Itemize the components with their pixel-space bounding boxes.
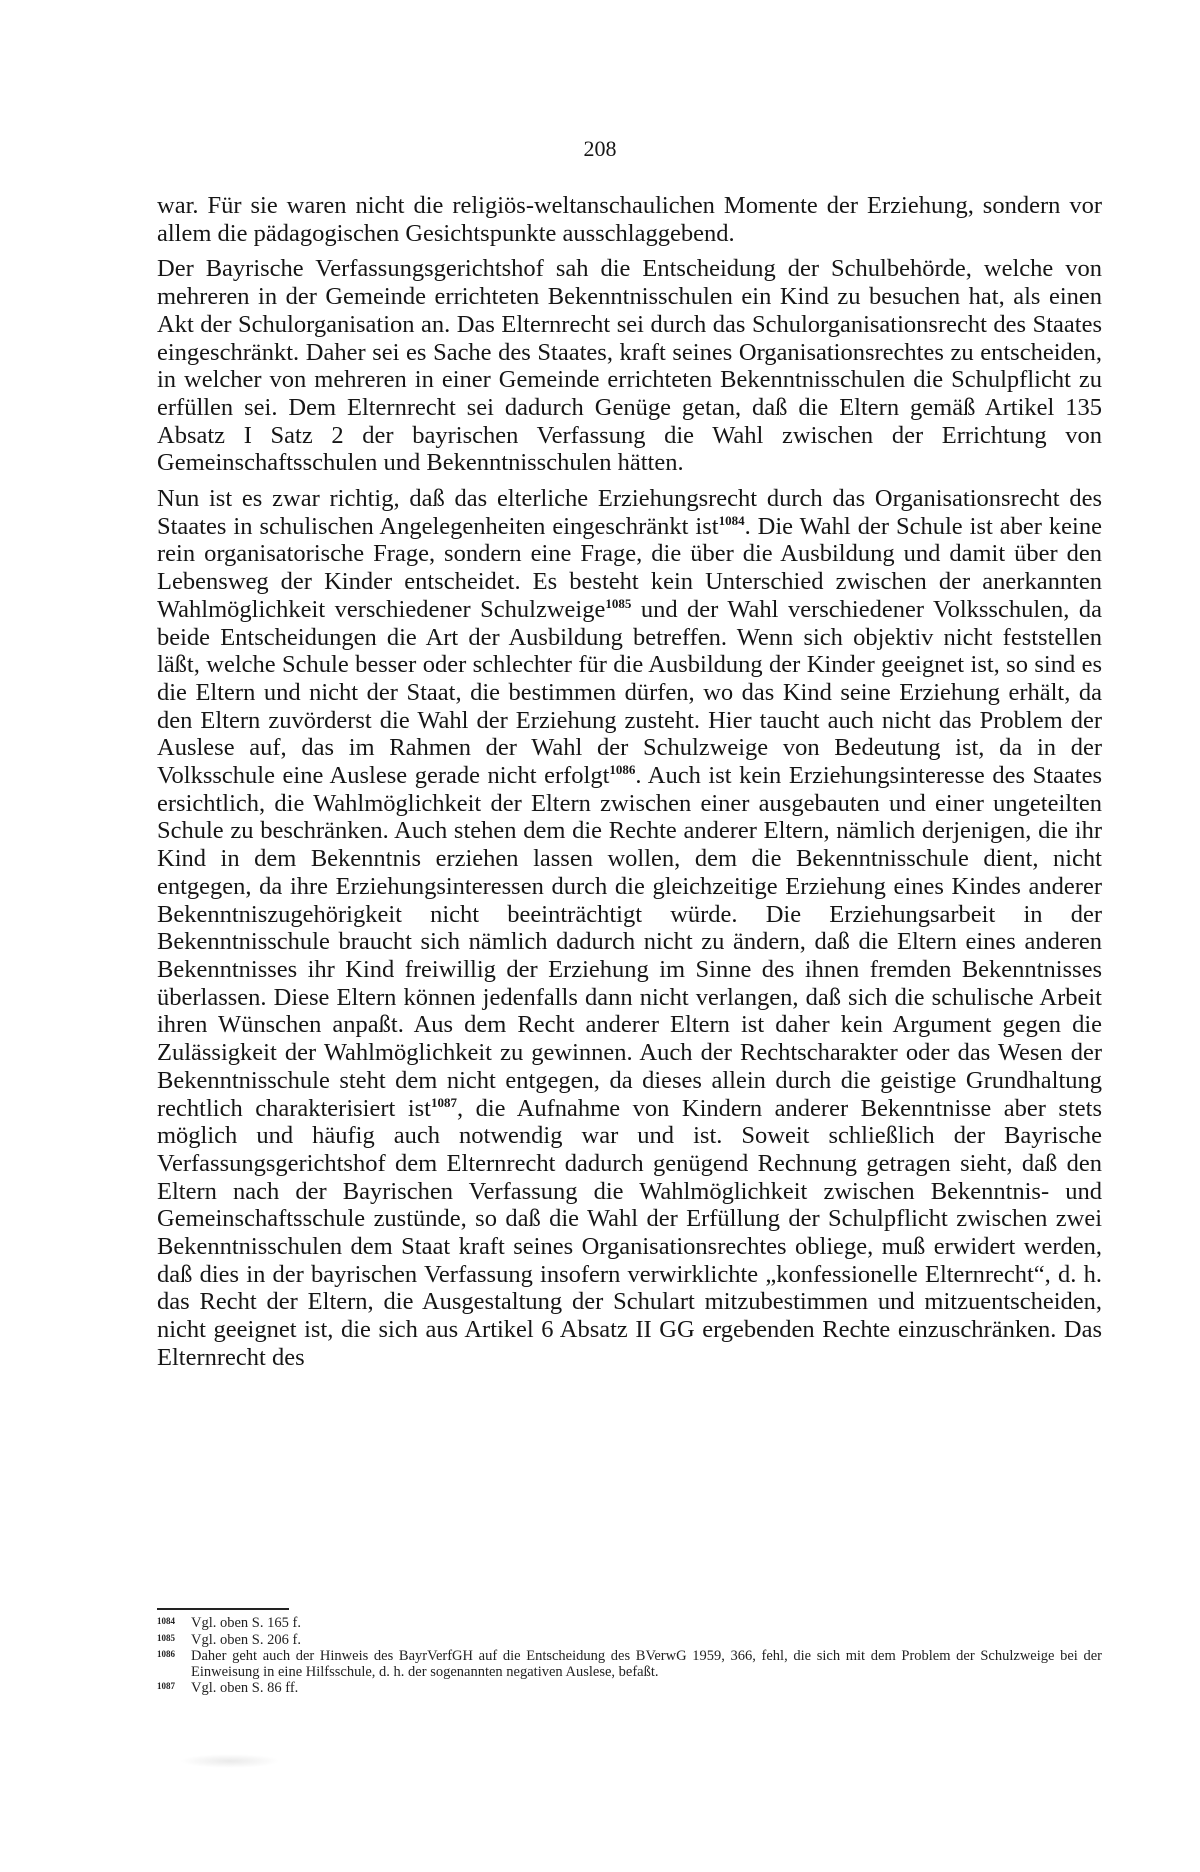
paragraph-text: Nun ist es zwar richtig, daß das elterliche Erziehungsrecht durch das Organisationsrecht des Staates in schulischen Angelegenheiten eingeschränkt ist	[157, 485, 1102, 540]
footnote-divider	[157, 1608, 289, 1610]
paragraph-text: , die Aufnahme von Kindern anderer Bekenntnisse aber stets möglich und häufig auch notwendig war und ist. Soweit schließlich der Bayrische Verfassungsgerichtshof dem Elternrecht dadurch genügend Rechnung getragen sieht, daß den Eltern nach der Bayrischen Verfassung die Wahlmöglichkeit zwischen Bekenntnis- und Gemeinschaftsschule zustünde, so daß die Wahl der Erfüllung der Schulpflicht zwischen zwei Bekenntnisschulen dem Staat kraft seines Organisationsrechtes obliege, muß erwidert werden, daß dies in der bayrischen Verfassung insofern verwirklichte „konfessionelle Elternrecht“, d. h. das Recht der Eltern, die Ausgestaltung der Schulart mitzubestimmen und mitzuentscheiden, nicht geeignet ist, die sich aus Artikel 6 Absatz II GG ergebenden Rechte einzuschränken. Das Elternrecht des	[157, 1094, 1102, 1371]
paragraph-text: und der Wahl verschiedener Volksschulen, da beide Entscheidungen die Art der Ausbildung betreffen. Wenn sich objektiv nicht feststellen läßt, welche Schule besser oder schlechter für die Ausbildung der Kinder geeignet ist, so sind es die Eltern und nicht der Staat, die bestimmen dürfen, wo das Kind seine Erziehung erhält, da den Eltern zuvörderst die Wahl der Erziehung zusteht. Hier taucht auch nicht das Problem der Auslese auf, das im Rahmen der Wahl der Schulzweige von Bedeutung ist, da in der Volksschule eine Auslese gerade nicht erfolgt	[157, 595, 1102, 790]
body-text	[157, 192, 1102, 1380]
footnote-number: 1085	[157, 1632, 175, 1643]
paragraph-text: . Die Wahl der Schule ist aber keine rein organisatorische Frage, sondern eine Frage, die über die Ausbildung und damit über den Lebensweg der Kinder entscheidet. Es besteht kein Unterschied zwischen der anerkannten Wahlmöglichkeit verschiedener Schulzweige	[157, 512, 1102, 623]
page-number: 208	[583, 136, 617, 161]
paragraph	[157, 485, 1102, 1372]
footnote	[157, 1649, 1102, 1680]
footnote-text: Vgl. oben S. 206 f.	[191, 1631, 301, 1648]
footnote-reference: 1085	[605, 595, 632, 611]
paragraph-text: Der Bayrische Verfassungsgerichtshof sah die Entscheidung der Schulbehörde, welche von mehreren in der Gemeinde errichteten Bekenntnisschulen ein Kind zu besuchen hat, als einen Akt der Schulorganisation an. Das Elternrecht sei durch das Schulorganisationsrecht des Staates eingeschränkt. Daher sei es Sache des Staates, kraft seines Organisationsrechtes zu entscheiden, in welcher von mehreren in einer Gemeinde errichteten Bekenntnisschulen die Schulpflicht zu erfüllen sei. Dem Elternrecht sei dadurch Genüge getan, daß die Eltern gemäß Artikel 135 Absatz I Satz 2 der bayrischen Verfassung die Wahl zwischen der Errichtung von Gemeinschaftsschulen und Bekenntnisschulen hätten.	[157, 255, 1102, 477]
footnote-reference: 1084	[718, 512, 745, 528]
footnote-text: Vgl. oben S. 86 ff.	[191, 1680, 299, 1696]
footnote-text: Daher geht auch der Hinweis des BayrVerfGH auf die Entscheidung des BVerwG 1959, 366, fehl, die sich mit dem Problem der Schulzweige bei der Einweisung in eine Hilfsschule, d. h. der sogenannten negativen Auslese, befaßt.	[191, 1648, 1102, 1680]
footnotes	[157, 1616, 1102, 1698]
footnote-number: 1087	[157, 1681, 175, 1691]
footnote-reference: 1086	[609, 762, 636, 778]
paragraph-text: war. Für sie waren nicht die religiös-weltanschaulichen Momente der Erziehung, sondern vor allem die pädagogischen Gesichtspunkte ausschlaggebend.	[157, 192, 1102, 247]
footnote	[157, 1633, 1102, 1649]
footnote-reference: 1087	[430, 1094, 457, 1110]
paragraph-text: . Auch ist kein Erziehungsinteresse des Staates ersichtlich, die Wahlmöglichkeit der Eltern zwischen einer ausgebauten und einer ungeteilten Schule zu beschränken. Auch stehen dem die Rechte anderer Eltern, nämlich derjenigen, die ihr Kind in dem Bekenntnis erziehen lassen wollen, dem die Bekenntnisschule dient, nicht entgegen, da ihre Erziehungsinteressen durch die gleichzeitige Erziehung eines Kindes anderer Bekenntniszugehörigkeit nicht beeinträchtigt würde. Die Erziehungsarbeit in der Bekenntnisschule braucht sich nämlich dadurch nicht zu ändern, daß die Eltern eines anderen Bekenntnisses ihr Kind freiwillig der Erziehung im Sinne des ihnen fremden Bekenntnisses überlassen. Diese Eltern können jedenfalls dann nicht verlangen, daß sich die schulische Arbeit ihren Wünschen anpaßt. Aus dem Recht anderer Eltern ist daher kein Argument gegen die Zulässigkeit der Wahlmöglichkeit zu gewinnen. Auch der Rechtscharakter oder das Wesen der Bekenntnisschule steht dem nicht entgegen, da dieses allein durch die geistige Grundhaltung rechtlich charakterisiert ist	[157, 762, 1103, 1122]
footnote	[157, 1616, 1102, 1632]
footnote-number: 1084	[157, 1616, 175, 1626]
paragraph	[157, 255, 1102, 477]
footnote-number: 1086	[157, 1649, 175, 1659]
scan-artifact	[180, 1754, 280, 1768]
footnote	[157, 1681, 1102, 1697]
paragraph	[157, 192, 1102, 247]
footnote-text: Vgl. oben S. 165 f.	[191, 1615, 301, 1631]
